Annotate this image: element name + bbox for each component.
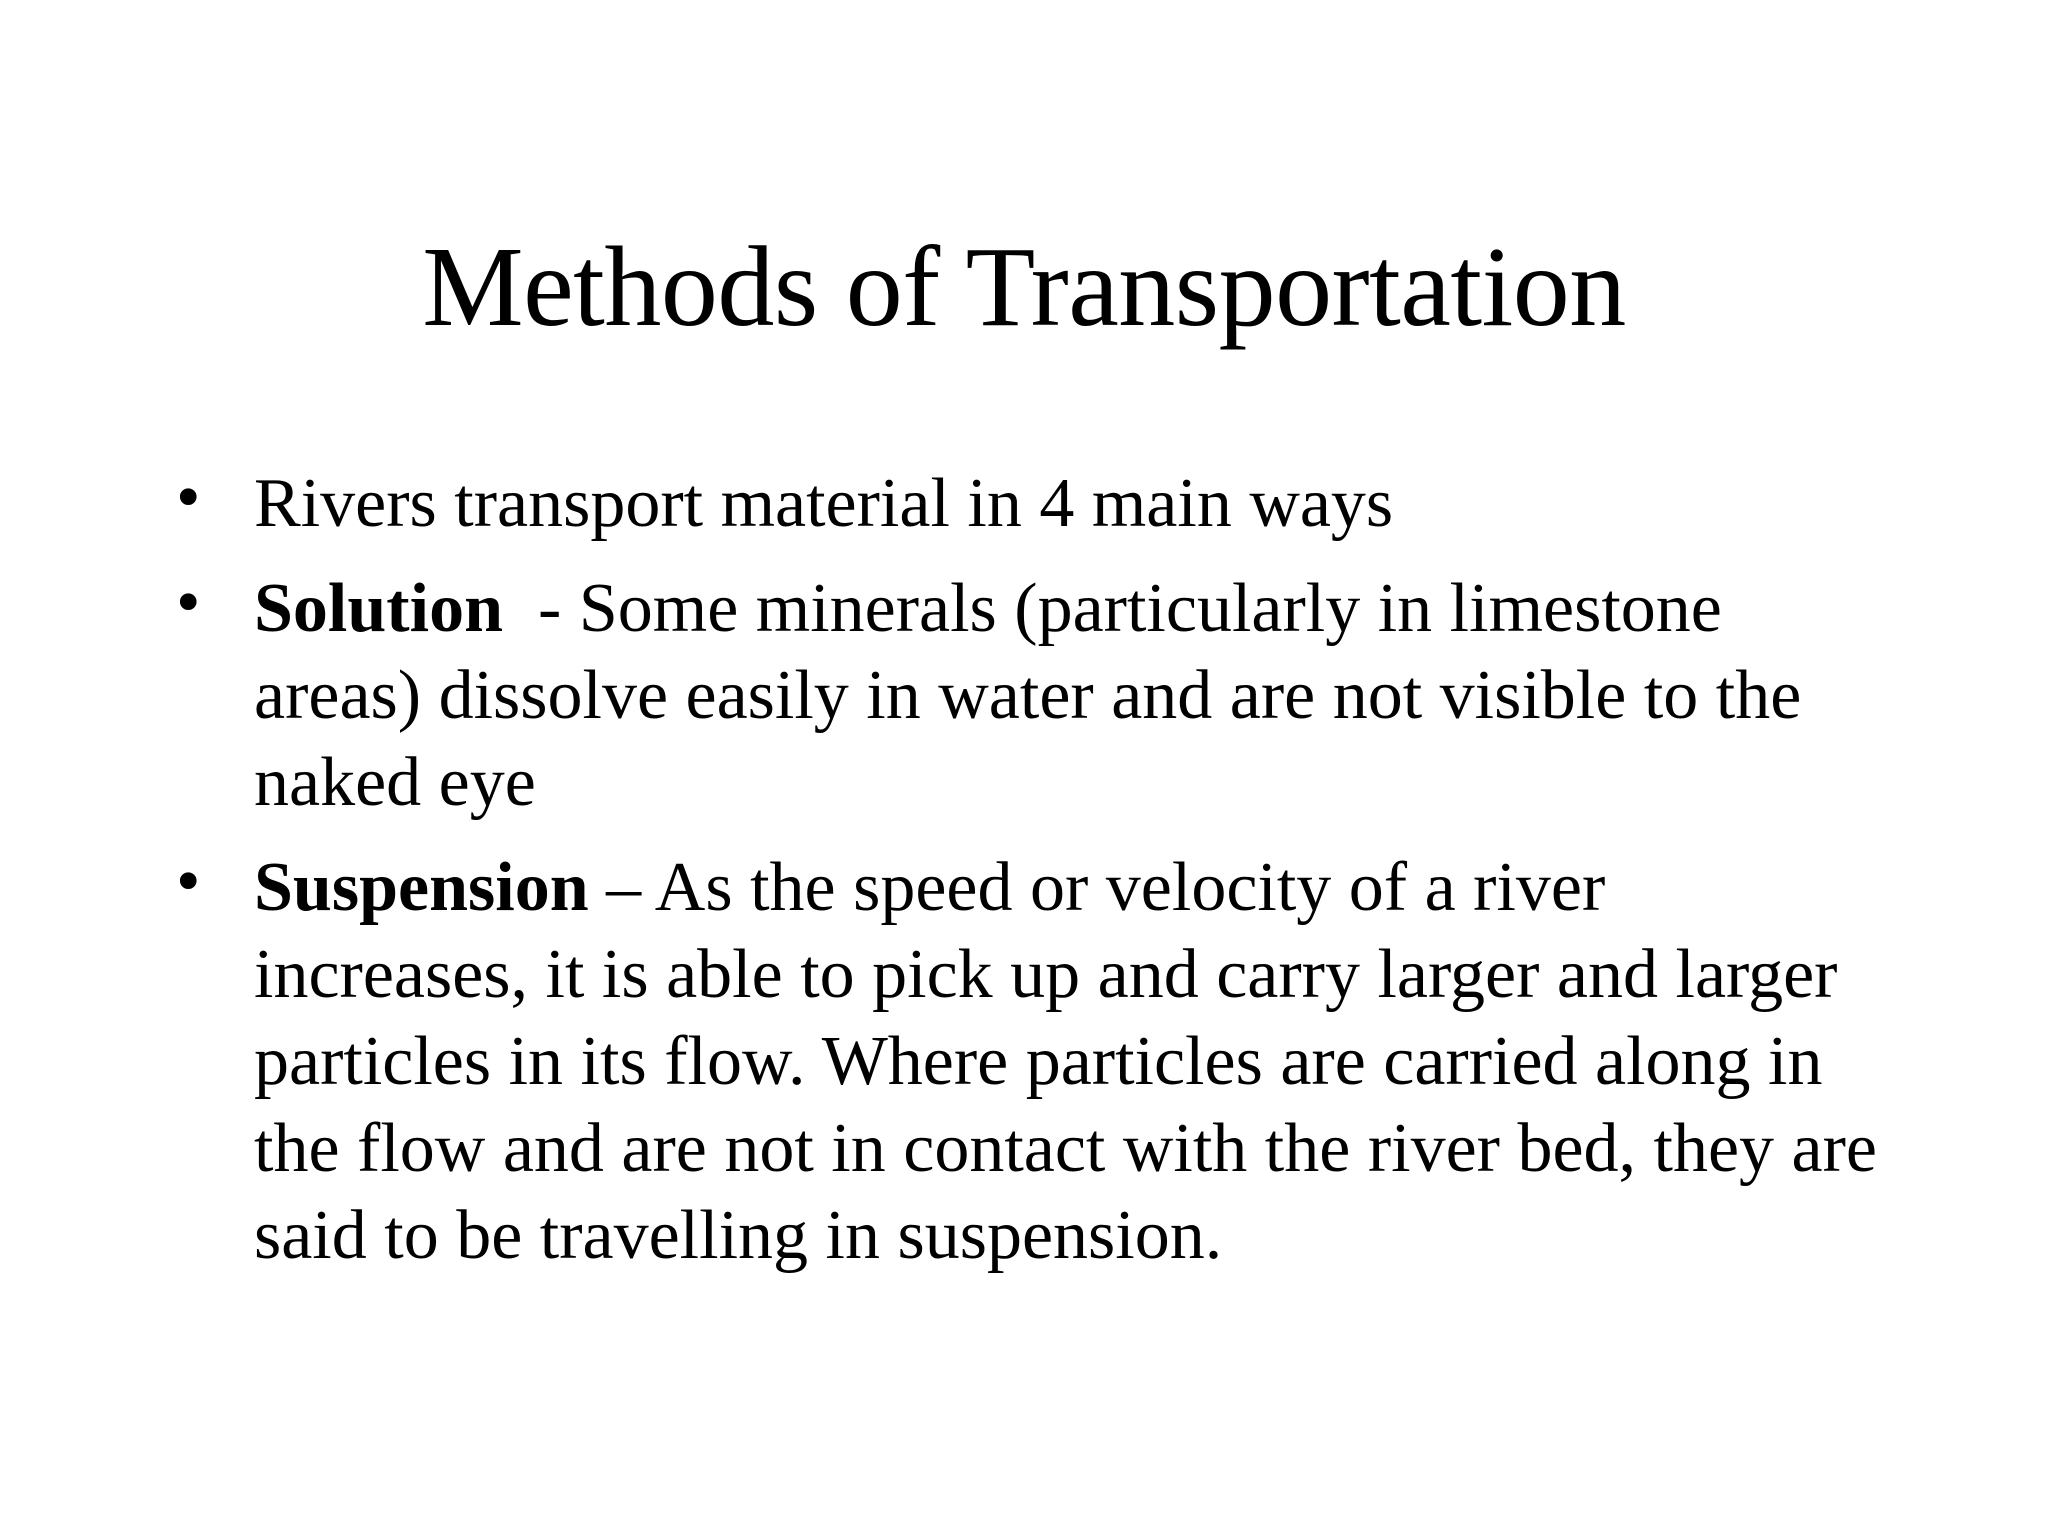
bullet-item-suspension [170, 844, 1890, 1279]
bullet-dot-icon: • [176, 564, 201, 641]
bullet-term: Suspension [254, 849, 589, 926]
bullet-list [170, 460, 1890, 1297]
bullet-separator: - [503, 570, 579, 647]
slide-title: Methods of Transportation [422, 223, 1626, 350]
bullet-term: Solution [254, 570, 503, 647]
bullet-dot-icon: • [176, 459, 201, 536]
bullet-dot-icon: • [176, 843, 201, 920]
bullet-item-rivers [170, 460, 1890, 547]
bullet-text: As the speed or velocity of a river increases, it is able to pick up and carry larger and larger particles in its flow. Where particles are carried along in the flow and are not in contact with the river bed, they are said to be travelling in suspension. [254, 849, 1877, 1274]
bullet-separator: – [588, 849, 655, 926]
bullet-text: Rivers transport material in 4 main ways [254, 465, 1394, 542]
bullet-item-solution [170, 565, 1890, 826]
bullet-text: Some minerals (particularly in limestone areas) dissolve easily in water and are not visible to the naked eye [254, 570, 1802, 821]
